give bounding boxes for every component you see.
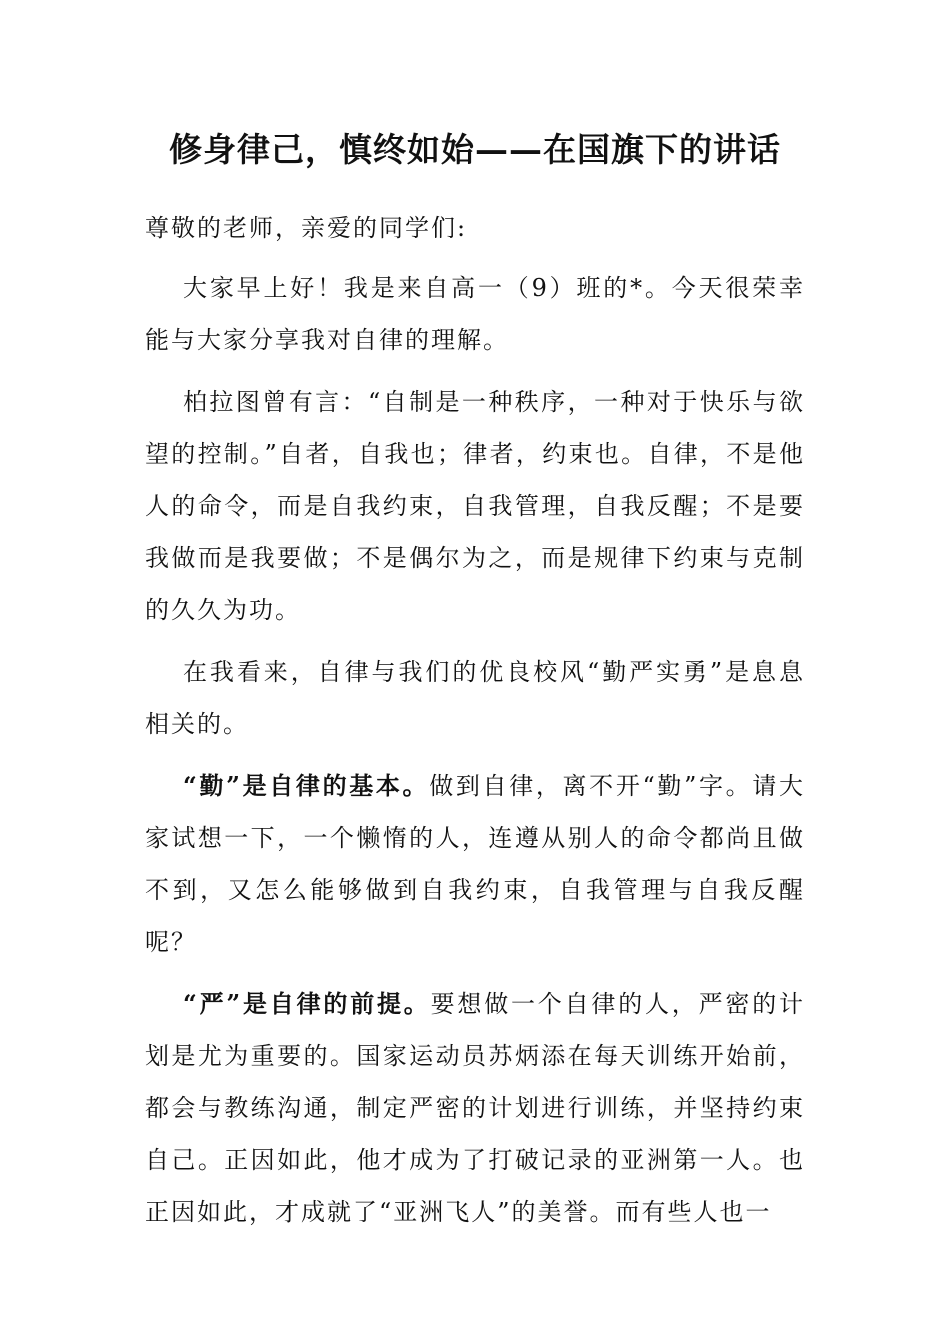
paragraph-greeting bbox=[145, 262, 805, 366]
document-page bbox=[145, 118, 805, 1238]
document-title: 修身律己，慎终如始——在国旗下的讲话 bbox=[169, 130, 781, 169]
salutation: 尊敬的老师，亲爱的同学们: bbox=[145, 214, 468, 242]
paragraph-plato-quote bbox=[145, 376, 805, 636]
paragraph-text: 大家早上好！我是来自高一（9）班的*。今天很荣幸能与大家分享我对自律的理解。 bbox=[145, 274, 805, 354]
paragraph-diligence bbox=[145, 760, 805, 968]
paragraph-text: 柏拉图曾有言：“自制是一种秩序，一种对于快乐与欲望的控制。”自者，自我也；律者，约束也。自律，不是他人的命令，而是自我约束，自我管理，自我反醒；不是要我做而是我要做；不是偶尔为之，而是规律下约束与克制的久久为功。 bbox=[145, 388, 805, 624]
paragraph-text: 要想做一个自律的人，严密的计划是尤为重要的。国家运动员苏炳添在每天训练开始前，都会与教练沟通，制定严密的计划进行训练，并坚持约束自己。正因如此，他才成为了打破记录的亚洲第一人。也正因如此，才成就了“亚洲飞人”的美誉。而有些人也一 bbox=[145, 990, 806, 1226]
paragraph-text: 做到自律，离不开“勤”字。请大家试想一下，一个懒惰的人，连遵从别人的命令都尚且做不到，又怎么能够做到自我约束，自我管理与自我反醒呢？ bbox=[145, 772, 805, 956]
paragraph-text: 在我看来，自律与我们的优良校风“勤严实勇”是息息相关的。 bbox=[145, 658, 805, 738]
paragraph-lead: “勤”是自律的基本。 bbox=[183, 771, 430, 800]
paragraph-lead: “严”是自律的前提。 bbox=[183, 989, 431, 1018]
paragraph-school-motto bbox=[145, 646, 805, 750]
paragraph-strictness bbox=[145, 978, 805, 1238]
